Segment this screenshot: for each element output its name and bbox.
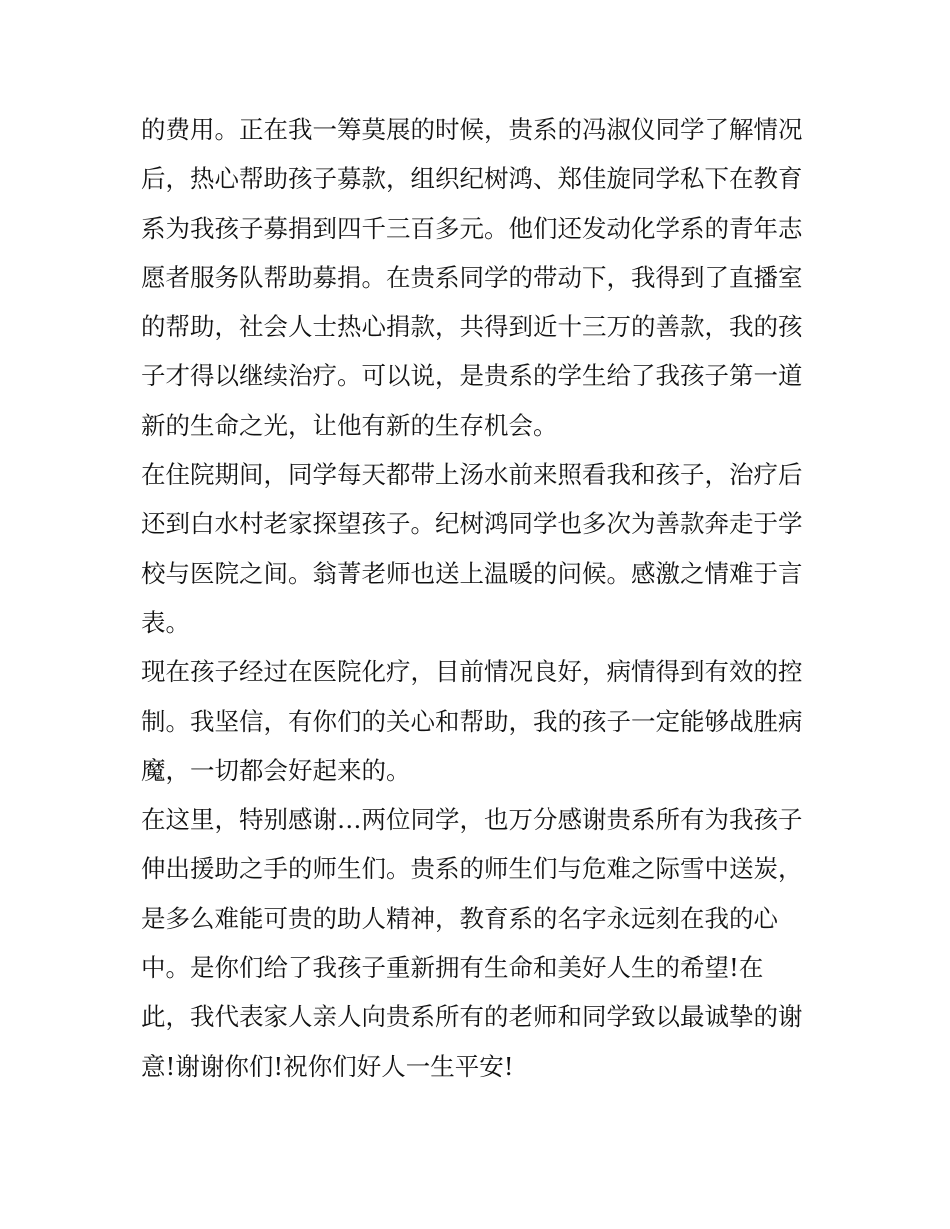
text-line: 后，热心帮助孩子募款，组织纪树鸿、郑佳旋同学私下在教育 [141,164,803,194]
text-line: 表。 [141,607,190,637]
text-line: 现在孩子经过在医院化疗，目前情况良好，病情得到有效的控 [141,657,803,687]
text-line: 在住院期间，同学每天都带上汤水前来照看我和孩子，治疗后 [141,460,803,490]
letter-body [141,105,821,1091]
text-line: 新的生命之光，让他有新的生存机会。 [141,410,558,440]
text-line: 的帮助，社会人士热心捐款，共得到近十三万的善款，我的孩 [141,312,803,342]
text-line: 是多么难能可贵的助人精神，教育系的名字永远刻在我的心 [141,903,778,933]
text-line: 子才得以继续治疗。可以说，是贵系的学生给了我孩子第一道 [141,361,803,391]
text-line: 此，我代表家人亲人向贵系所有的老师和同学致以最诚挚的谢 [141,1002,803,1032]
text-line: 制。我坚信，有你们的关心和帮助，我的孩子一定能够战胜病 [141,706,803,736]
text-line: 系为我孩子募捐到四千三百多元。他们还发动化学系的青年志 [141,213,803,243]
text-line: 伸出援助之手的师生们。贵系的师生们与危难之际雪中送炭， [141,854,803,884]
text-line: 校与医院之间。翁菁老师也送上温暖的问候。感激之情难于言 [141,558,803,588]
text-line: 魔，一切都会好起来的。 [141,755,411,785]
text-line: 愿者服务队帮助募捐。在贵系同学的带动下，我得到了直播室 [141,262,803,292]
text-line: 在这里，特别感谢…两位同学，也万分感谢贵系所有为我孩子 [141,805,803,835]
text-line: 意!谢谢你们!祝你们好人一生平安! [141,1051,514,1081]
text-line: 中。是你们给了我孩子重新拥有生命和美好人生的希望!在 [141,953,764,983]
text-line: 还到白水村老家探望孩子。纪树鸿同学也多次为善款奔走于学 [141,509,803,539]
text-line: 的费用。正在我一筹莫展的时候，贵系的冯淑仪同学了解情况 [141,115,803,144]
